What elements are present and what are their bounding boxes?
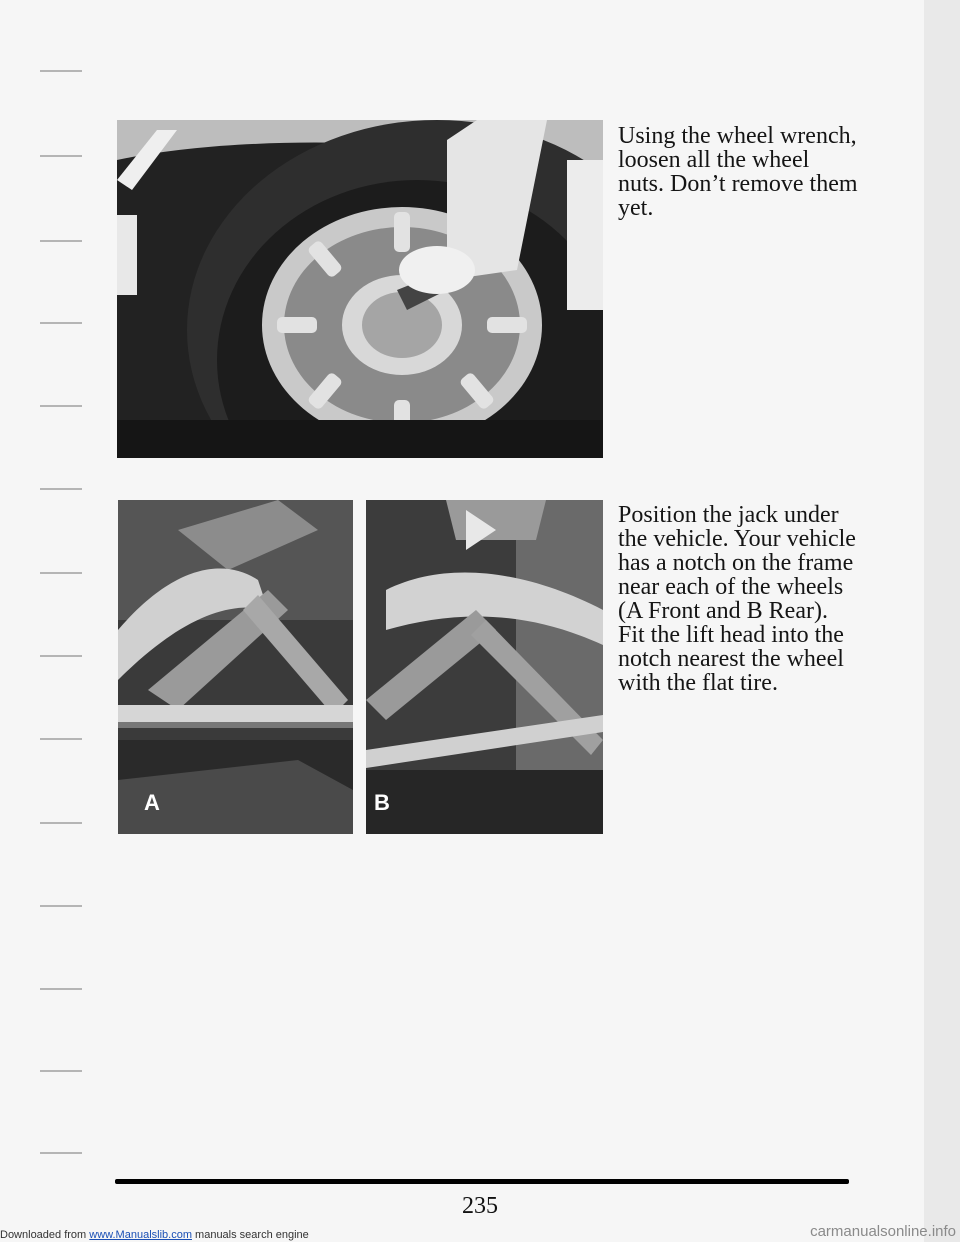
step2-instruction: Position the jack under the vehicle. Your vehicle has a notch on the frame near each of the wheels (A Front and B Rear). Fit the lift head into the notch nearest the wheel with the flat tire. bbox=[618, 502, 856, 696]
margin-tick bbox=[40, 738, 82, 740]
step1-instruction: Using the wheel wrench, loosen all the wheel nuts. Don’t remove them yet. bbox=[618, 123, 858, 221]
watermark: carmanualsonline.info bbox=[810, 1223, 956, 1240]
margin-tick bbox=[40, 240, 82, 242]
margin-tick bbox=[40, 822, 82, 824]
margin-tick bbox=[40, 905, 82, 907]
margin-tick bbox=[40, 988, 82, 990]
page-edge bbox=[924, 0, 960, 1242]
margin-tick bbox=[40, 322, 82, 324]
jack-rear-photo bbox=[366, 500, 603, 834]
footer-prefix: Downloaded from bbox=[0, 1229, 90, 1241]
margin-tick bbox=[40, 488, 82, 490]
download-footer bbox=[0, 1223, 960, 1242]
margin-tick bbox=[40, 572, 82, 574]
footer-suffix: manuals search engine bbox=[191, 1229, 309, 1241]
label-b: B bbox=[374, 790, 390, 815]
margin-tick bbox=[40, 155, 82, 157]
wheel-wrench-photo bbox=[117, 120, 603, 458]
jack-front-photo bbox=[118, 500, 353, 834]
margin-tick bbox=[40, 1152, 82, 1154]
page-number: 235 bbox=[462, 1193, 498, 1219]
margin-tick bbox=[40, 405, 82, 407]
margin-tick bbox=[40, 655, 82, 657]
margin-tick bbox=[40, 70, 82, 72]
label-a: A bbox=[144, 790, 160, 815]
manualslib-link[interactable]: www.Manualslib.com bbox=[89, 1229, 192, 1241]
page-rule bbox=[115, 1179, 849, 1184]
margin-tick bbox=[40, 1070, 82, 1072]
